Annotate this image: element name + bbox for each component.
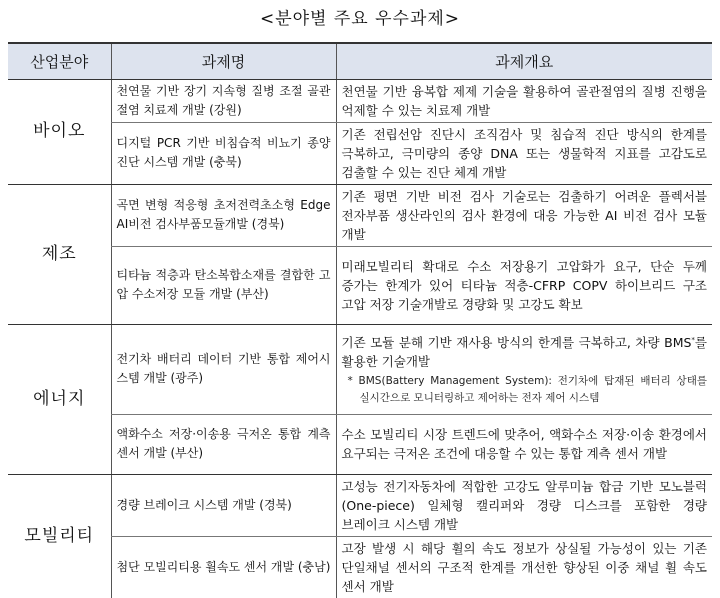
overview-text: [342, 331, 708, 371]
task-overview: 기존 평면 기반 비전 검사 기술로는 검출하기 어려운 플렉서블 전자부품 생산라인의 검사 환경에 대응 가능한 AI 비전 검사 모듈 개발: [336, 184, 712, 246]
project-table: [8, 42, 712, 598]
header-task: 과제명: [111, 43, 336, 79]
table-row: [8, 474, 712, 536]
table-row: [8, 79, 712, 122]
table-row: [8, 536, 712, 598]
task-overview: 미래모빌리티 확대로 수소 저장용기 고압화가 요구, 단순 두께 증가는 한계가 있어 티타늄 적층-CFRP COPV 하이브리드 구조 고압 저장 기술개발로 경량화 및 고강도 확보: [336, 246, 712, 324]
sector-cell: 바이오: [8, 79, 111, 184]
task-overview: [336, 324, 712, 414]
table-row: [8, 122, 712, 184]
task-overview: 고장 발생 시 해당 휠의 속도 정보가 상실될 가능성이 있는 기존 단일채널 센서의 구조적 한계를 개선한 향상된 이중 채널 휠 속도 센서 개발: [336, 536, 712, 598]
task-name: 티타늄 적층과 탄소복합소재를 결합한 고압 수소저장 모듈 개발 (부산): [111, 246, 336, 324]
task-overview: 수소 모빌리티 시장 트렌드에 맞추어, 액화수소 저장·이송 환경에서 요구되는 극저온 조건에 대응할 수 있는 통합 계측 센서 개발: [336, 414, 712, 474]
overview-text-part: 기존 모듈 분해 기반 재사용 방식의 한계를 극복하고, 차량 BMS: [341, 335, 692, 351]
task-name: 디지털 PCR 기반 비침습적 비뇨기 종양 진단 시스템 개발 (충북): [111, 122, 336, 184]
header-overview: 과제개요: [336, 43, 712, 79]
task-name: 액화수소 저장·이송용 극저온 통합 계측 센서 개발 (부산): [111, 414, 336, 474]
task-name: 경량 브레이크 시스템 개발 (경북): [111, 474, 336, 536]
task-name: 전기차 배터리 데이터 기반 통합 제어시스템 개발 (광주): [111, 324, 336, 414]
sector-cell: 에너지: [8, 324, 111, 474]
task-overview: 기존 전립선암 진단시 조직검사 및 침습적 진단 방식의 한계를 극복하고, 극미량의 종양 DNA 또는 생물학적 지표를 고감도로 검출할 수 있는 진단 체계 개발: [336, 122, 712, 184]
table-header-row: [8, 43, 712, 79]
task-overview: 고성능 전기자동차에 적합한 고강도 알루미늄 합금 기반 모노블럭(One-piece) 일체형 캘리퍼와 경량 디스크를 포함한 경량 브레이크 시스템 개발: [336, 474, 712, 536]
task-name: 천연물 기반 장기 지속형 질병 조절 골관절염 치료제 개발 (강원): [111, 79, 336, 122]
table-row: [8, 414, 712, 474]
page-title: <분야별 주요 우수과제>: [259, 9, 461, 29]
overview-text-part: 를 활용한 기술개발: [341, 335, 707, 370]
header-sector: 산업분야: [8, 43, 111, 79]
table-row: [8, 184, 712, 246]
sector-cell: 모빌리티: [8, 474, 111, 598]
task-overview: 천연물 기반 융복합 제제 기술을 활용하여 골관절염의 질병 진행을 억제할 수 있는 치료제 개발: [336, 79, 712, 122]
task-name: 첨단 모빌리티용 휠속도 센서 개발 (충남): [111, 536, 336, 598]
sector-cell: 제조: [8, 184, 111, 324]
footnote-marker: *: [691, 335, 695, 344]
task-name: 곡면 변형 적응형 초저전력초소형 Edge AI비전 검사부품모듈개발 (경북): [111, 184, 336, 246]
table-row: [8, 324, 712, 414]
table-row: [8, 246, 712, 324]
footnote: * BMS(Battery Management System): 전기차에 탑재된 배터리 상태를 실시간으로 모니터링하고 제어하는 전자 제어 시스템: [347, 375, 707, 405]
